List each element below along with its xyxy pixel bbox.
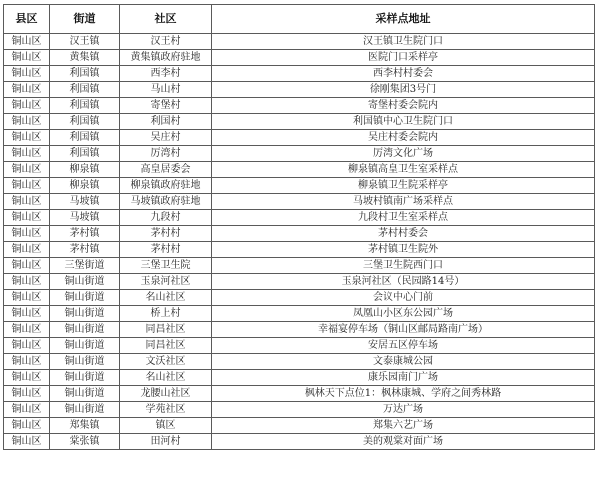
cell-community: 茅村村: [120, 226, 212, 242]
cell-street: 利国镇: [50, 82, 120, 98]
cell-community: 同昌社区: [120, 338, 212, 354]
header-county: 县区: [4, 5, 50, 34]
cell-street: 铜山街道: [50, 306, 120, 322]
cell-street: 柳泉镇: [50, 162, 120, 178]
header-street: 街道: [50, 5, 120, 34]
cell-community: 高皇居委会: [120, 162, 212, 178]
cell-community: 厉湾村: [120, 146, 212, 162]
cell-county: 铜山区: [4, 354, 50, 370]
cell-county: 铜山区: [4, 242, 50, 258]
cell-sampling-site: 美的观棠对面广场: [212, 434, 595, 450]
cell-sampling-site: 安居五区停车场: [212, 338, 595, 354]
cell-sampling-site: 利国镇中心卫生院门口: [212, 114, 595, 130]
cell-street: 铜山街道: [50, 338, 120, 354]
table-row: [4, 50, 595, 66]
cell-county: 铜山区: [4, 418, 50, 434]
table-row: [4, 210, 595, 226]
sampling-site-table: [3, 4, 595, 450]
cell-sampling-site: 马坡村镇南广场采样点: [212, 194, 595, 210]
cell-community: 黄集镇政府驻地: [120, 50, 212, 66]
cell-street: 利国镇: [50, 66, 120, 82]
table-body: [4, 34, 595, 450]
cell-sampling-site: 汉王镇卫生院门口: [212, 34, 595, 50]
cell-county: 铜山区: [4, 370, 50, 386]
cell-community: 九段村: [120, 210, 212, 226]
cell-street: 郑集镇: [50, 418, 120, 434]
table-row: [4, 434, 595, 450]
cell-sampling-site: 万达广场: [212, 402, 595, 418]
cell-county: 铜山区: [4, 290, 50, 306]
cell-community: 玉泉河社区: [120, 274, 212, 290]
cell-street: 茅村镇: [50, 242, 120, 258]
cell-county: 铜山区: [4, 50, 50, 66]
cell-sampling-site: 厉湾文化广场: [212, 146, 595, 162]
cell-community: 名山社区: [120, 290, 212, 306]
cell-street: 利国镇: [50, 98, 120, 114]
cell-sampling-site: 会议中心门前: [212, 290, 595, 306]
cell-community: 三堡卫生院: [120, 258, 212, 274]
table-row: [4, 82, 595, 98]
cell-community: 利国村: [120, 114, 212, 130]
cell-street: 汉王镇: [50, 34, 120, 50]
table-row: [4, 258, 595, 274]
cell-county: 铜山区: [4, 146, 50, 162]
cell-community: 文沃社区: [120, 354, 212, 370]
cell-county: 铜山区: [4, 194, 50, 210]
cell-county: 铜山区: [4, 322, 50, 338]
cell-community: 西李村: [120, 66, 212, 82]
header-row: [4, 5, 595, 34]
cell-sampling-site: 柳泉镇高皇卫生室采样点: [212, 162, 595, 178]
table-row: [4, 322, 595, 338]
cell-community: 寄堡村: [120, 98, 212, 114]
cell-county: 铜山区: [4, 82, 50, 98]
table-row: [4, 418, 595, 434]
cell-sampling-site: 柳泉镇卫生院采样亭: [212, 178, 595, 194]
cell-sampling-site: 凤凰山小区东公园广场: [212, 306, 595, 322]
cell-sampling-site: 郑集六艺广场: [212, 418, 595, 434]
cell-street: 铜山街道: [50, 386, 120, 402]
cell-street: 黄集镇: [50, 50, 120, 66]
cell-community: 桥上村: [120, 306, 212, 322]
table-header: [4, 5, 595, 34]
cell-sampling-site: 寄堡村委会院内: [212, 98, 595, 114]
cell-county: 铜山区: [4, 66, 50, 82]
table-row: [4, 130, 595, 146]
cell-county: 铜山区: [4, 130, 50, 146]
table-row: [4, 34, 595, 50]
cell-community: 汉王村: [120, 34, 212, 50]
table-row: [4, 338, 595, 354]
cell-county: 铜山区: [4, 338, 50, 354]
table-row: [4, 226, 595, 242]
cell-community: 学苑社区: [120, 402, 212, 418]
cell-sampling-site: 玉泉河社区（民园路14号）: [212, 274, 595, 290]
cell-sampling-site: 文泰康城公园: [212, 354, 595, 370]
cell-sampling-site: 枫林天下点位1：枫林康城、学府之间秀林路: [212, 386, 595, 402]
table-row: [4, 306, 595, 322]
cell-county: 铜山区: [4, 274, 50, 290]
table-row: [4, 98, 595, 114]
table-row: [4, 178, 595, 194]
header-sampling-site: 采样点地址: [212, 5, 595, 34]
table-row: [4, 354, 595, 370]
cell-sampling-site: 九段村卫生室采样点: [212, 210, 595, 226]
table-row: [4, 242, 595, 258]
cell-street: 铜山街道: [50, 402, 120, 418]
header-community: 社区: [120, 5, 212, 34]
cell-county: 铜山区: [4, 306, 50, 322]
cell-street: 铜山街道: [50, 370, 120, 386]
table-row: [4, 274, 595, 290]
cell-community: 马坡镇政府驻地: [120, 194, 212, 210]
cell-county: 铜山区: [4, 114, 50, 130]
cell-county: 铜山区: [4, 162, 50, 178]
cell-community: 镇区: [120, 418, 212, 434]
cell-street: 柳泉镇: [50, 178, 120, 194]
cell-county: 铜山区: [4, 386, 50, 402]
table-row: [4, 290, 595, 306]
cell-county: 铜山区: [4, 34, 50, 50]
cell-sampling-site: 西李村村委会: [212, 66, 595, 82]
cell-community: 名山社区: [120, 370, 212, 386]
cell-street: 铜山街道: [50, 354, 120, 370]
cell-sampling-site: 康乐园南门广场: [212, 370, 595, 386]
cell-sampling-site: 茅村镇卫生院外: [212, 242, 595, 258]
table-row: [4, 66, 595, 82]
cell-county: 铜山区: [4, 178, 50, 194]
table-row: [4, 386, 595, 402]
cell-county: 铜山区: [4, 402, 50, 418]
table-row: [4, 114, 595, 130]
cell-street: 铜山街道: [50, 274, 120, 290]
cell-street: 三堡街道: [50, 258, 120, 274]
cell-street: 铜山街道: [50, 322, 120, 338]
cell-county: 铜山区: [4, 210, 50, 226]
table-row: [4, 402, 595, 418]
cell-street: 利国镇: [50, 146, 120, 162]
cell-street: 马坡镇: [50, 194, 120, 210]
cell-street: 利国镇: [50, 114, 120, 130]
cell-sampling-site: 茅村村委会: [212, 226, 595, 242]
cell-street: 茅村镇: [50, 226, 120, 242]
table-row: [4, 146, 595, 162]
table-row: [4, 370, 595, 386]
cell-sampling-site: 吴庄村委会院内: [212, 130, 595, 146]
cell-street: 利国镇: [50, 130, 120, 146]
cell-county: 铜山区: [4, 226, 50, 242]
cell-street: 马坡镇: [50, 210, 120, 226]
cell-community: 马山村: [120, 82, 212, 98]
cell-community: 同昌社区: [120, 322, 212, 338]
cell-street: 棠张镇: [50, 434, 120, 450]
cell-community: 柳泉镇政府驻地: [120, 178, 212, 194]
cell-sampling-site: 徐刚集团3号门: [212, 82, 595, 98]
cell-community: 田河村: [120, 434, 212, 450]
cell-sampling-site: 幸福宴停车场（铜山区邮局路南广场）: [212, 322, 595, 338]
cell-county: 铜山区: [4, 98, 50, 114]
cell-sampling-site: 医院门口采样亭: [212, 50, 595, 66]
cell-sampling-site: 三堡卫生院西门口: [212, 258, 595, 274]
table-row: [4, 162, 595, 178]
cell-street: 铜山街道: [50, 290, 120, 306]
cell-county: 铜山区: [4, 434, 50, 450]
table-row: [4, 194, 595, 210]
cell-community: 龙腰山社区: [120, 386, 212, 402]
sampling-site-table-sheet: [3, 4, 594, 450]
cell-county: 铜山区: [4, 258, 50, 274]
cell-community: 吴庄村: [120, 130, 212, 146]
cell-community: 茅村村: [120, 242, 212, 258]
